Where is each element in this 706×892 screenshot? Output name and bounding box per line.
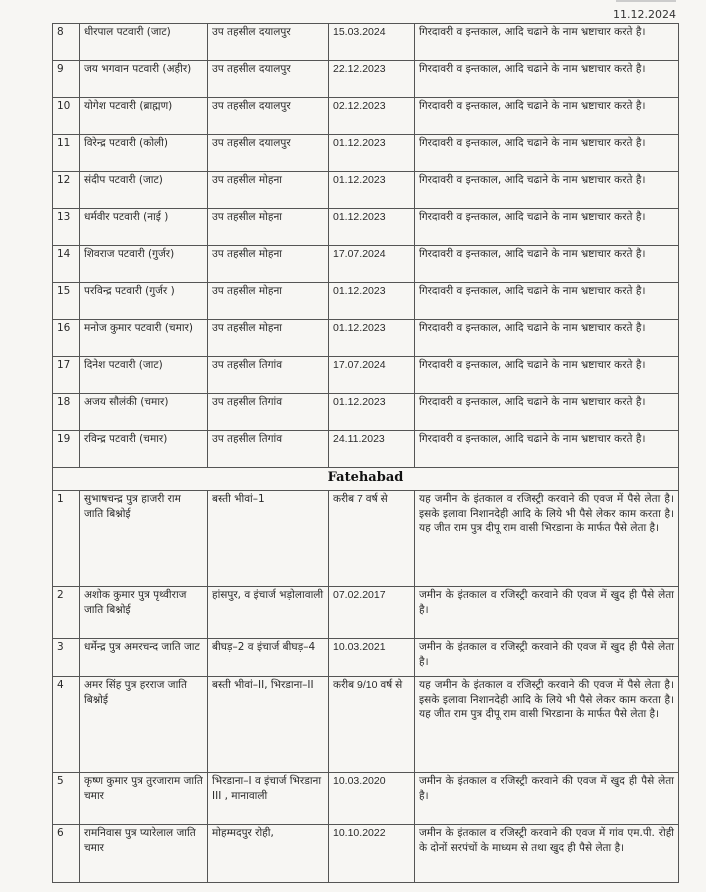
place-cell: हांसपुर, व इंचार्ज भड़ोलावाली	[208, 587, 329, 639]
date-cell: 01.12.2023	[329, 209, 415, 246]
place-cell: उप तहसील दयालपुर	[208, 24, 329, 61]
table-row	[53, 98, 679, 135]
description-cell: गिरदावरी व इन्तकाल, आदि चढाने के नाम भ्रष्टाचार करते है।	[415, 246, 679, 283]
serial-number-cell: 18	[53, 394, 80, 431]
section-header	[53, 468, 679, 491]
table-row	[53, 394, 679, 431]
date-cell: 01.12.2023	[329, 172, 415, 209]
table-row	[53, 246, 679, 283]
date-cell: 24.11.2023	[329, 431, 415, 468]
name-cell: रविन्द्र पटवारी (चमार)	[80, 431, 208, 468]
description-cell: जमीन के इंतकाल व रजिस्ट्री करवाने की एवज में गांव एम.पी. रोही के दोनों सरपंचों के माध्यम से तथा खुद ही पैसे लेता है।	[415, 825, 679, 883]
table-row	[53, 677, 679, 773]
description-cell: गिरदावरी व इन्तकाल, आदि चढाने के नाम भ्रष्टाचार करते है।	[415, 320, 679, 357]
name-cell: शिवराज पटवारी (गुर्जर)	[80, 246, 208, 283]
header-rule	[616, 0, 676, 2]
serial-number-cell: 15	[53, 283, 80, 320]
table-row	[53, 431, 679, 468]
table-row	[53, 61, 679, 98]
name-cell: मनोज कुमार पटवारी (चमार)	[80, 320, 208, 357]
place-cell: उप तहसील तिगांव	[208, 431, 329, 468]
place-cell: उप तहसील मोहना	[208, 320, 329, 357]
description-cell: गिरदावरी व इन्तकाल, आदि चढाने के नाम भ्रष्टाचार करते है।	[415, 135, 679, 172]
table-row	[53, 24, 679, 61]
place-cell: उप तहसील दयालपुर	[208, 98, 329, 135]
description-cell: जमीन के इंतकाल व रजिस्ट्री करवाने की एवज में खुद ही पैसे लेता है।	[415, 587, 679, 639]
name-cell: अशोक कुमार पुत्र पृथ्वीराज जाति बिश्नोई	[80, 587, 208, 639]
serial-number-cell: 3	[53, 639, 80, 677]
serial-number-cell: 12	[53, 172, 80, 209]
table-body-top	[53, 24, 679, 468]
date-cell: 22.12.2023	[329, 61, 415, 98]
serial-number-cell: 6	[53, 825, 80, 883]
date-cell: 10.03.2021	[329, 639, 415, 677]
name-cell: धर्मेन्द्र पुत्र अमरचन्द जाति जाट	[80, 639, 208, 677]
description-cell: गिरदावरी व इन्तकाल, आदि चढाने के नाम भ्रष्टाचार करते है।	[415, 209, 679, 246]
place-cell: उप तहसील तिगांव	[208, 357, 329, 394]
place-cell: भिरडाना–I व इंचार्ज भिरडाना III , मानावाली	[208, 773, 329, 825]
name-cell: जय भगवान पटवारी (अहीर)	[80, 61, 208, 98]
serial-number-cell: 14	[53, 246, 80, 283]
table-row	[53, 639, 679, 677]
place-cell: उप तहसील तिगांव	[208, 394, 329, 431]
date-cell: करीब 7 वर्ष से	[329, 491, 415, 587]
name-cell: कृष्ण कुमार पुत्र तुरजाराम जाति चमार	[80, 773, 208, 825]
place-cell: उप तहसील मोहना	[208, 209, 329, 246]
date-cell: 07.02.2017	[329, 587, 415, 639]
table-row	[53, 283, 679, 320]
name-cell: परविन्द्र पटवारी (गुर्जर )	[80, 283, 208, 320]
table-row	[53, 825, 679, 883]
serial-number-cell: 19	[53, 431, 80, 468]
serial-number-cell: 16	[53, 320, 80, 357]
serial-number-cell: 1	[53, 491, 80, 587]
serial-number-cell: 10	[53, 98, 80, 135]
serial-number-cell: 2	[53, 587, 80, 639]
serial-number-cell: 9	[53, 61, 80, 98]
date-cell: करीब 9/10 वर्ष से	[329, 677, 415, 773]
serial-number-cell: 13	[53, 209, 80, 246]
serial-number-cell: 5	[53, 773, 80, 825]
description-cell: जमीन के इंतकाल व रजिस्ट्री करवाने की एवज में खुद ही पैसे लेता है।	[415, 639, 679, 677]
table-body-bottom	[53, 491, 679, 883]
table-row	[53, 491, 679, 587]
serial-number-cell: 17	[53, 357, 80, 394]
place-cell: उप तहसील दयालपुर	[208, 61, 329, 98]
date-cell: 01.12.2023	[329, 320, 415, 357]
description-cell: यह जमीन के इंतकाल व रजिस्ट्री करवाने की एवज में पैसे लेता है। इसके इलावा निशानदेही आदि के लिये भी पैसे लेकर काम करता है। यह जीत राम पुत्र दीपू राम वासी भिरडाना के मार्फत पैसे लेता है।	[415, 677, 679, 773]
place-cell: बीघड़–2 व इंचार्ज बीघड़–4	[208, 639, 329, 677]
description-cell: गिरदावरी व इन्तकाल, आदि चढाने के नाम भ्रष्टाचार करते है।	[415, 98, 679, 135]
name-cell: अजय सौलंकी (चमार)	[80, 394, 208, 431]
place-cell: मोहम्मदपुर रोही,	[208, 825, 329, 883]
date-cell: 02.12.2023	[329, 98, 415, 135]
date-cell: 01.12.2023	[329, 135, 415, 172]
description-cell: गिरदावरी व इन्तकाल, आदि चढाने के नाम भ्रष्टाचार करते है।	[415, 172, 679, 209]
name-cell: संदीप पटवारी (जाट)	[80, 172, 208, 209]
table-row	[53, 773, 679, 825]
description-cell: गिरदावरी व इन्तकाल, आदि चढाने के नाम भ्रष्टाचार करते है।	[415, 431, 679, 468]
name-cell: रामनिवास पुत्र प्यारेलाल जाति चमार	[80, 825, 208, 883]
place-cell: उप तहसील मोहना	[208, 283, 329, 320]
description-cell: गिरदावरी व इन्तकाल, आदि चढाने के नाम भ्रष्टाचार करते है।	[415, 61, 679, 98]
place-cell: बस्ती भीवां–II, भिरडाना–II	[208, 677, 329, 773]
date-cell: 01.12.2023	[329, 394, 415, 431]
name-cell: धीरपाल पटवारी (जाट)	[80, 24, 208, 61]
description-cell: यह जमीन के इंतकाल व रजिस्ट्री करवाने की एवज में पैसे लेता है। इसके इलावा निशानदेही आदि के लिये भी पैसे लेकर काम करता है। यह जीत राम पुत्र दीपू राम वासी भिरडाना के मार्फत पैसे लेता है।	[415, 491, 679, 587]
date-cell: 10.10.2022	[329, 825, 415, 883]
place-cell: बस्ती भीवां–1	[208, 491, 329, 587]
date-cell: 17.07.2024	[329, 357, 415, 394]
table-row	[53, 172, 679, 209]
table-row	[53, 209, 679, 246]
description-cell: गिरदावरी व इन्तकाल, आदि चढाने के नाम भ्रष्टाचार करते है।	[415, 283, 679, 320]
table-row	[53, 320, 679, 357]
place-cell: उप तहसील मोहना	[208, 246, 329, 283]
table-row	[53, 135, 679, 172]
name-cell: सुभाषचन्द्र पुत्र हाजरी राम जाति बिश्नोई	[80, 491, 208, 587]
name-cell: दिनेश पटवारी (जाट)	[80, 357, 208, 394]
table-row	[53, 357, 679, 394]
name-cell: धर्मवीर पटवारी (नाई )	[80, 209, 208, 246]
date-cell: 10.03.2020	[329, 773, 415, 825]
name-cell: अमर सिंह पुत्र हरराज जाति बिश्नोई	[80, 677, 208, 773]
section-title: Fatehabad	[53, 468, 679, 491]
table-row	[53, 587, 679, 639]
name-cell: विरेन्द्र पटवारी (कोली)	[80, 135, 208, 172]
name-cell: योगेश पटवारी (ब्राह्मण)	[80, 98, 208, 135]
description-cell: गिरदावरी व इन्तकाल, आदि चढाने के नाम भ्रष्टाचार करते है।	[415, 357, 679, 394]
place-cell: उप तहसील दयालपुर	[208, 135, 329, 172]
description-cell: गिरदावरी व इन्तकाल, आदि चढाने के नाम भ्रष्टाचार करते है।	[415, 24, 679, 61]
description-cell: गिरदावरी व इन्तकाल, आदि चढाने के नाम भ्रष्टाचार करते है।	[415, 394, 679, 431]
date-cell: 15.03.2024	[329, 24, 415, 61]
place-cell: उप तहसील मोहना	[208, 172, 329, 209]
serial-number-cell: 11	[53, 135, 80, 172]
date-cell: 01.12.2023	[329, 283, 415, 320]
complaint-table	[52, 23, 679, 883]
description-cell: जमीन के इंतकाल व रजिस्ट्री करवाने की एवज में खुद ही पैसे लेता है।	[415, 773, 679, 825]
date-cell: 17.07.2024	[329, 246, 415, 283]
serial-number-cell: 8	[53, 24, 80, 61]
document-date: 11.12.2024	[613, 8, 676, 21]
serial-number-cell: 4	[53, 677, 80, 773]
